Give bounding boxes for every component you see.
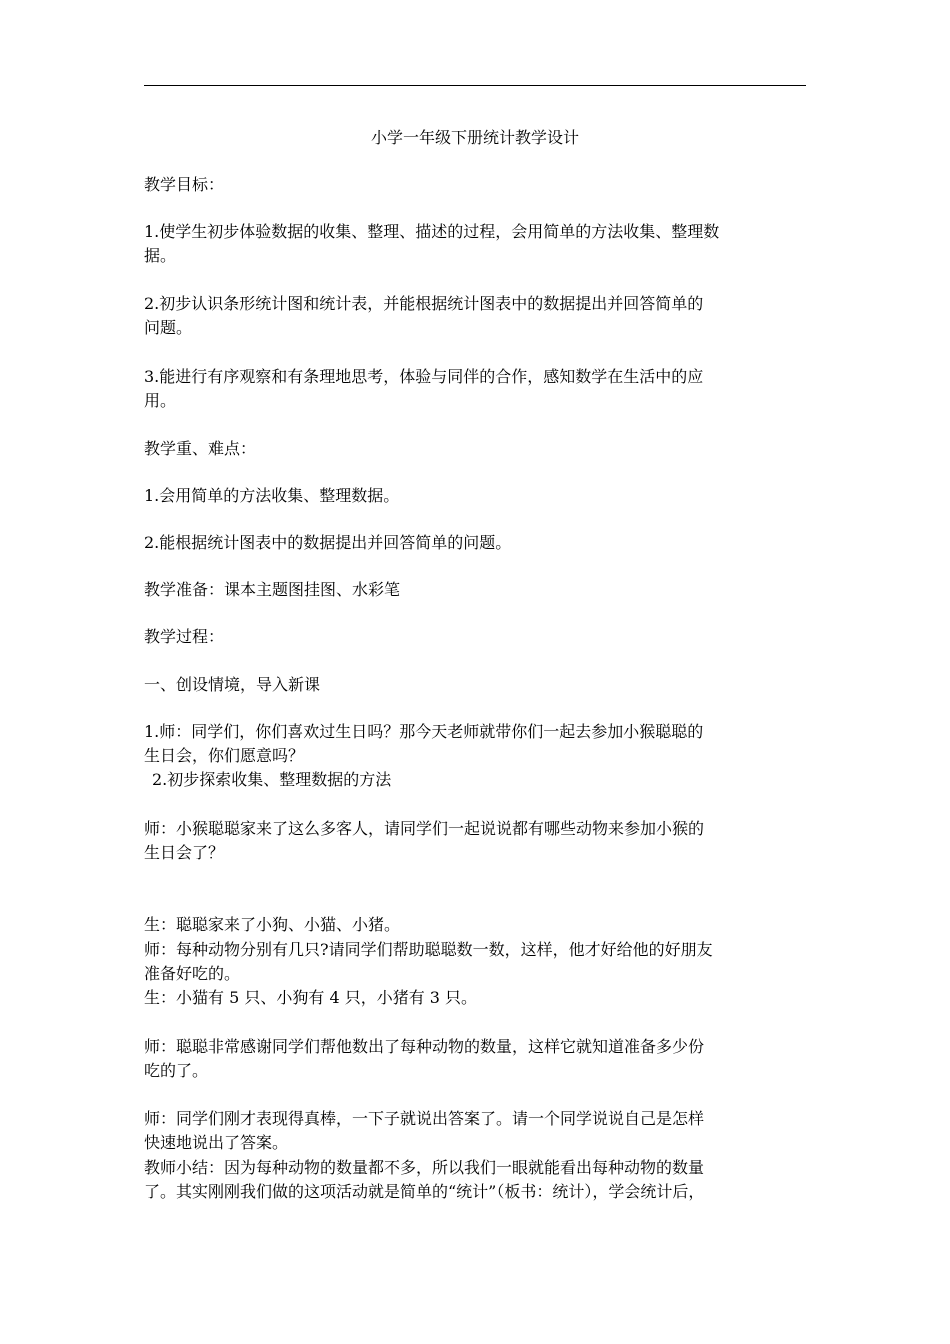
paragraph-line: 师：同学们刚才表现得真棒，一下子就说出答案了。请一个同学说说自己是怎样 [144, 1109, 705, 1128]
paragraph-line: 生日会，你们愿意吗？ [144, 746, 305, 765]
paragraph-line: 师：每种动物分别有几只?请同学们帮助聪聪数一数，这样，他才好给他的好朋友 [144, 940, 713, 959]
paragraph-line: 1.使学生初步体验数据的收集、整理、描述的过程，会用简单的方法收集、整理数 [144, 222, 720, 241]
paragraph-line: 吃的了。 [144, 1061, 209, 1080]
paragraph-line: 1.师：同学们，你们喜欢过生日吗？那今天老师就带你们一起去参加小猴聪聪的 [144, 722, 704, 741]
paragraph-line: 快速地说出了答案。 [144, 1133, 289, 1152]
paragraph-line: 2.初步探索收集、整理数据的方法 [152, 770, 392, 789]
paragraph-line: 2.初步认识条形统计图和统计表，并能根据统计图表中的数据提出并回答简单的 [144, 294, 704, 313]
paragraph-line: 师：小猴聪聪家来了这么多客人，请同学们一起说说都有哪些动物来参加小猴的 [144, 819, 705, 838]
paragraph-line: 教师小结：因为每种动物的数量都不多，所以我们一眼就能看出每种动物的数量 [144, 1158, 705, 1177]
heading-process: 教学过程： [144, 627, 225, 646]
paragraph-line: 3.能进行有序观察和有条理地思考，体验与同伴的合作，感知数学在生活中的应 [144, 367, 704, 386]
heading-key-points: 教学重、难点： [144, 439, 257, 458]
paragraph-line: 问题。 [144, 318, 193, 337]
paragraph-line: 生：小猫有 5 只、小狗有 4 只，小猪有 3 只。 [144, 988, 478, 1007]
paragraph-line: 1.会用简单的方法收集、整理数据。 [144, 486, 400, 505]
section-heading: 一、创设情境，导入新课 [144, 675, 321, 694]
paragraph-line: 准备好吃的。 [144, 964, 241, 983]
page-title: 小学一年级下册统计教学设计 [370, 128, 579, 147]
paragraph-line: 2.能根据统计图表中的数据提出并回答简单的问题。 [144, 533, 512, 552]
paragraph-line: 用。 [144, 391, 177, 410]
paragraph-line: 据。 [144, 246, 177, 265]
paragraph-line: 生日会了？ [144, 843, 225, 862]
paragraph-line: 了。其实刚刚我们做的这项活动就是简单的“统计”（板书：统计），学会统计后， [144, 1182, 705, 1201]
header-rule [144, 85, 806, 86]
heading-preparation: 教学准备：课本主题图挂图、水彩笔 [144, 580, 401, 599]
paragraph-line: 师：聪聪非常感谢同学们帮他数出了每种动物的数量，这样它就知道准备多少份 [144, 1037, 705, 1056]
paragraph-line: 生：聪聪家来了小狗、小猫、小猪。 [144, 915, 401, 934]
heading-objectives: 教学目标： [144, 175, 225, 194]
